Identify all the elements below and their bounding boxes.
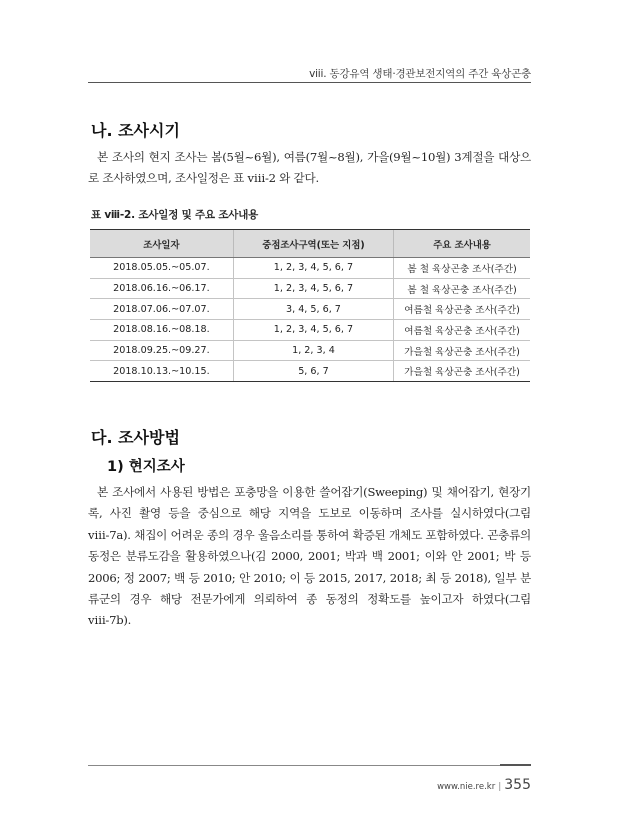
cell-area: 1, 2, 3, 4 (233, 340, 393, 361)
cell-area: 3, 4, 5, 6, 7 (233, 299, 393, 320)
cell-content: 봄 철 육상곤충 조사(주간) (394, 258, 530, 279)
footer-separator: | (498, 782, 502, 792)
table-row (90, 258, 530, 279)
cell-area: 1, 2, 3, 4, 5, 6, 7 (233, 278, 393, 299)
table-row (90, 278, 530, 299)
page-number: 355 (504, 777, 531, 793)
table-row (90, 361, 530, 382)
cell-date: 2018.10.13.~10.15. (90, 361, 233, 382)
header-divider (88, 82, 531, 83)
survey-period-paragraph: 본 조사의 현지 조사는 봄(5월~6월), 여름(7월~8월), 가을(9월~10월) 3계절을 대상으로 조사하였으며, 조사일정은 표 ⅷ-2 와 같다. (88, 150, 531, 186)
table-row (90, 299, 530, 320)
cell-area: 1, 2, 3, 4, 5, 6, 7 (233, 320, 393, 341)
column-header-date: 조사일자 (90, 230, 233, 258)
section-heading-survey-period: 나. 조사시기 (91, 121, 180, 140)
survey-schedule-table (90, 229, 530, 382)
column-header-content: 주요 조사내용 (394, 230, 530, 258)
cell-content: 여름철 육상곤충 조사(주간) (394, 299, 530, 320)
section-heading-survey-method: 다. 조사방법 (91, 428, 180, 447)
cell-content: 봄 철 육상곤충 조사(주간) (394, 278, 530, 299)
running-title: viii. 동강유역 생태·경관보전지역의 주간 육상곤충 (309, 68, 531, 80)
cell-content: 가을철 육상곤충 조사(주간) (394, 361, 530, 382)
cell-content: 가을철 육상곤충 조사(주간) (394, 340, 530, 361)
column-header-area: 중점조사구역(또는 지점) (233, 230, 393, 258)
cell-content: 여름철 육상곤충 조사(주간) (394, 320, 530, 341)
table-row (90, 340, 530, 361)
cell-date: 2018.09.25.~09.27. (90, 340, 233, 361)
footer-url: www.nie.re.kr (437, 782, 496, 792)
table-row (90, 320, 530, 341)
cell-date: 2018.05.05.~05.07. (90, 258, 233, 279)
table-caption: 표 ⅷ-2. 조사일정 및 주요 조사내용 (91, 209, 259, 221)
cell-date: 2018.06.16.~06.17. (90, 278, 233, 299)
cell-area: 5, 6, 7 (233, 361, 393, 382)
cell-area: 1, 2, 3, 4, 5, 6, 7 (233, 258, 393, 279)
table-header-row (90, 230, 530, 258)
cell-date: 2018.07.06.~07.07. (90, 299, 233, 320)
footer-divider (88, 765, 531, 766)
survey-method-paragraph: 본 조사에서 사용된 방법은 포충망을 이용한 쓸어잡기(Sweeping) 및 채어잡기, 현장기록, 사진 촬영 등을 중심으로 해당 지역을 도보로 이동하며 조사를 실시하였다(그림 ⅷ-7a). 채집이 어려운 종의 경우 울음소리를 통하여 확증된 개체도 포함하였다. 곤충류의 동정은 분류도감을 활용하였으나(김 2000, 2001; 박과 백 2001; 이와 안 2001; 박 등 2006; 정 2007; 백 등 2010; 안 2010; 이 등 2015, 2017, 2018; 최 등 2018), 일부 분류군의 경우 해당 전문가에게 의뢰하여 종 동정의 정확도를 높이고자 하였다(그림 ⅷ-7b). (88, 485, 531, 628)
footer-divider-accent (500, 764, 531, 766)
page-footer (437, 774, 531, 793)
subsection-heading-field-survey: 1) 현지조사 (107, 459, 185, 475)
cell-date: 2018.08.16.~08.18. (90, 320, 233, 341)
